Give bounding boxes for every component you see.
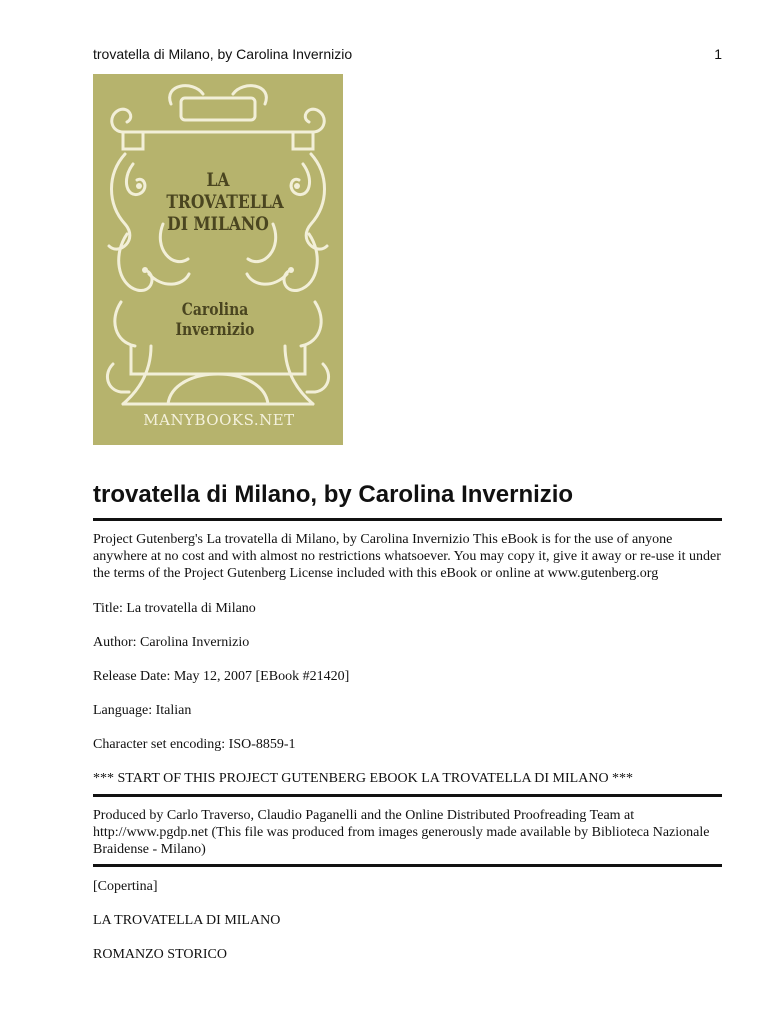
encoding-line: Character set encoding: ISO-8859-1	[93, 737, 296, 752]
release-date-line: Release Date: May 12, 2007 [EBook #21420]	[93, 669, 350, 684]
cover-ornament-frame	[93, 74, 343, 445]
title-line: Title: La trovatella di Milano	[93, 601, 256, 616]
cover-title-line: LA	[206, 169, 230, 191]
cover-author	[174, 300, 256, 340]
heading-rule	[93, 518, 722, 521]
subtitle-line: ROMANZO STORICO	[93, 947, 227, 962]
page-number: 1	[714, 46, 722, 62]
copertina-line: [Copertina]	[93, 879, 158, 894]
cover-title-line: DI MILANO	[167, 213, 269, 235]
section-rule	[93, 864, 722, 867]
cover-title-line: TROVATELLA	[166, 191, 284, 213]
running-head-title: trovatella di Milano, by Carolina Invernizio	[93, 46, 353, 62]
cover-brand-label: MANYBOOKS.NET	[138, 408, 300, 433]
language-line: Language: Italian	[93, 703, 192, 718]
cover-author-line: Carolina	[181, 300, 249, 320]
intro-paragraph: Project Gutenberg's La trovatella di Milano, by Carolina Invernizio This eBook is for the use of anyone anywhere at no cost and with almost no restrictions whatsoever. You may copy it, give it away or re-use it under the terms of the Project Gutenberg License included with this eBook or online at www.gutenberg.org	[93, 532, 721, 581]
book-title-line: LA TROVATELLA DI MILANO	[93, 913, 281, 928]
start-marker-line: *** START OF THIS PROJECT GUTENBERG EBOOK LA TROVATELLA DI MILANO ***	[93, 771, 634, 786]
cover-author-line: Invernizio	[175, 320, 255, 340]
page-title: trovatella di Milano, by Carolina Invernizio	[93, 481, 574, 508]
cover-image	[93, 74, 343, 445]
author-line: Author: Carolina Invernizio	[93, 635, 250, 650]
section-rule	[93, 794, 722, 797]
cover-title	[166, 169, 284, 235]
running-head	[93, 46, 722, 66]
produced-by-paragraph: Produced by Carlo Traverso, Claudio Paganelli and the Online Distributed Proofreading Team at http://www.pgdp.net (This file was produced from images generously made available by Biblioteca Nazionale Braidense - Milano)	[93, 808, 710, 857]
